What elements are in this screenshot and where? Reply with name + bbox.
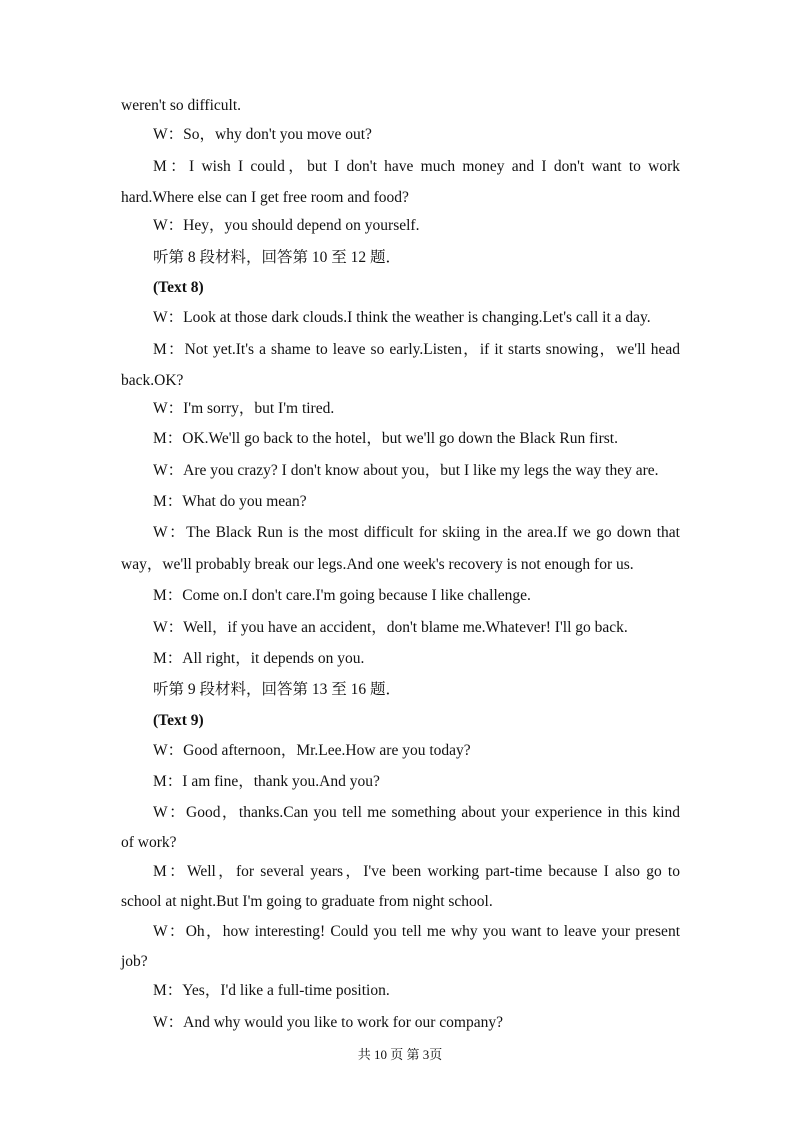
dialogue-line: W：I'm sorry，but I'm tired.: [153, 400, 335, 417]
text-line-continuation: of work?: [121, 834, 177, 851]
dialogue-line: M：What do you mean?: [153, 493, 307, 510]
section-heading: (Text 9): [153, 712, 204, 729]
text-line-continuation: job?: [121, 953, 148, 970]
page-footer: 共 10 页 第 3页: [357, 1047, 443, 1062]
text-line-continuation: weren't so difficult.: [121, 97, 242, 114]
section-instruction: 听第 9 段材料，回答第 13 至 16 题．: [153, 681, 402, 698]
dialogue-line: M：OK.We'll go back to the hotel，but we'll go down the Black Run first.: [153, 430, 618, 447]
dialogue-line: W：And why would you like to work for our company?: [153, 1014, 503, 1031]
dialogue-line: M：All right，it depends on you.: [153, 650, 365, 667]
dialogue-line: M：I am fine，thank you.And you?: [153, 773, 380, 790]
text-line-continuation: way，we'll probably break our legs.And one week's recovery is not enough for us.: [121, 556, 634, 573]
dialogue-line: M：Well，for several years，I've been working part-time because I also go to: [153, 863, 680, 880]
dialogue-line: M：Come on.I don't care.I'm going because I like challenge.: [153, 587, 531, 604]
section-heading: (Text 8): [153, 279, 204, 296]
dialogue-line: W：Look at those dark clouds.I think the weather is changing.Let's call it a day.: [153, 309, 651, 326]
dialogue-line: W：Good，thanks.Can you tell me something about your experience in this kind: [153, 804, 680, 821]
section-instruction: 听第 8 段材料，回答第 10 至 12 题．: [153, 249, 402, 266]
dialogue-line: W：Are you crazy? I don't know about you，but I like my legs the way they are.: [153, 462, 659, 479]
dialogue-line: M：Yes，I'd like a full-time position.: [153, 982, 390, 999]
dialogue-line: W：Good afternoon，Mr.Lee.How are you today?: [153, 742, 471, 759]
text-line-continuation: school at night.But I'm going to graduate from night school.: [121, 893, 493, 910]
text-line-continuation: hard.Where else can I get free room and food?: [121, 189, 409, 206]
dialogue-line: W：Well，if you have an accident，don't blame me.Whatever! I'll go back.: [153, 619, 628, 636]
dialogue-line: W：The Black Run is the most difficult for skiing in the area.If we go down that: [153, 524, 680, 541]
dialogue-line: M：Not yet.It's a shame to leave so early.Listen，if it starts snowing，we'll head: [153, 341, 680, 358]
text-line-continuation: back.OK?: [121, 372, 184, 389]
dialogue-line: W：Hey，you should depend on yourself.: [153, 217, 420, 234]
dialogue-line: W：Oh，how interesting! Could you tell me why you want to leave your present: [153, 923, 680, 940]
dialogue-line: W：So，why don't you move out?: [153, 126, 372, 143]
dialogue-line: M：I wish I could，but I don't have much money and I don't want to work: [153, 158, 680, 175]
